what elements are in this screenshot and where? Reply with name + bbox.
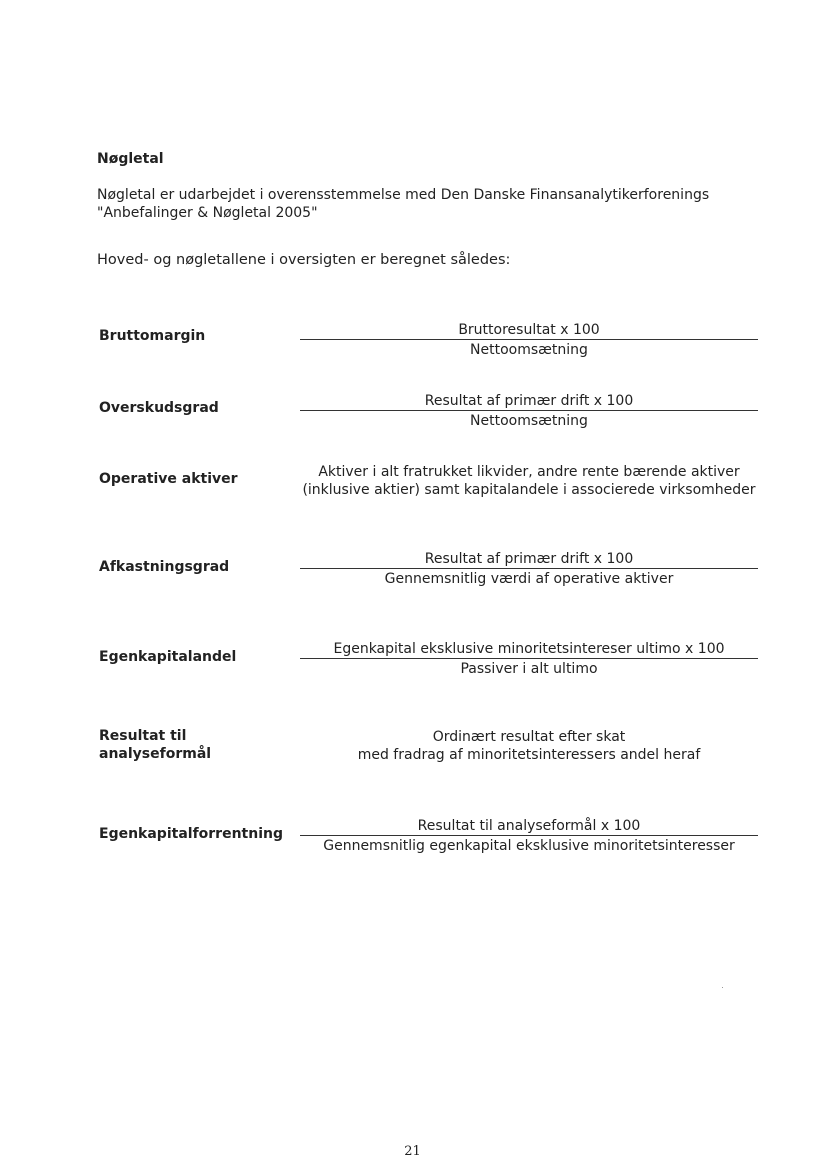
formula-afkastningsgrad bbox=[300, 550, 758, 588]
fraction-line bbox=[300, 835, 758, 836]
intro-line-2: "Anbefalinger & Nøgletal 2005" bbox=[97, 205, 318, 221]
label-egenkapitalandel: Egenkapitalandel bbox=[99, 649, 237, 665]
definition-line-1: Aktiver i alt fratrukket likvider, andre rente bærende aktiver bbox=[318, 464, 740, 480]
formula-egenkapitalforrentning bbox=[300, 817, 758, 855]
definition-line-2: med fradrag af minoritetsinteressers andel heraf bbox=[357, 747, 701, 763]
denominator: Gennemsnitlig egenkapital eksklusive minoritetsinteresser bbox=[323, 838, 735, 854]
denominator: Nettoomsætning bbox=[470, 413, 588, 429]
label-operative-aktiver: Operative aktiver bbox=[99, 471, 238, 487]
label-overskudsgrad: Overskudsgrad bbox=[99, 400, 219, 416]
formula-egenkapitalandel bbox=[300, 640, 758, 678]
label-line-1: Resultat til bbox=[99, 728, 187, 744]
definition-line-1: Ordinært resultat efter skat bbox=[432, 729, 626, 745]
definition-resultat-til-analyseformaal bbox=[300, 728, 758, 764]
lead-sentence: Hoved- og nøgletallene i oversigten er beregnet således: bbox=[97, 252, 511, 268]
intro-line-1: Nøgletal er udarbejdet i overensstemmelse med Den Danske Finansanalytikerforenings bbox=[97, 187, 710, 203]
label-afkastningsgrad: Afkastningsgrad bbox=[99, 559, 230, 575]
denominator: Gennemsnitlig værdi af operative aktiver bbox=[384, 571, 674, 587]
fraction-line bbox=[300, 658, 758, 659]
numerator: Resultat til analyseformål x 100 bbox=[417, 818, 641, 834]
denominator: Passiver i alt ultimo bbox=[460, 661, 598, 677]
label-egenkapitalforrentning: Egenkapitalforrentning bbox=[99, 826, 283, 842]
definition-line-2: (inklusive aktier) samt kapitalandele i associerede virksomheder bbox=[302, 482, 756, 498]
formula-bruttomargin bbox=[300, 321, 758, 359]
numerator: Bruttoresultat x 100 bbox=[458, 322, 600, 338]
fraction-line bbox=[300, 568, 758, 569]
label-line-2: analyseformål bbox=[99, 746, 212, 762]
denominator: Nettoomsætning bbox=[470, 342, 588, 358]
fraction-line bbox=[300, 339, 758, 340]
page-heading: Nøgletal bbox=[97, 151, 164, 167]
label-bruttomargin: Bruttomargin bbox=[99, 328, 206, 344]
numerator: Egenkapital eksklusive minoritetsintereser ultimo x 100 bbox=[333, 641, 725, 657]
numerator: Resultat af primær drift x 100 bbox=[424, 393, 634, 409]
label-resultat-til-analyseformaal bbox=[99, 727, 211, 763]
numerator: Resultat af primær drift x 100 bbox=[424, 551, 634, 567]
definition-operative-aktiver bbox=[300, 463, 758, 499]
scan-speck bbox=[722, 987, 723, 988]
page-number: 21 bbox=[404, 1144, 421, 1159]
formula-overskudsgrad bbox=[300, 392, 758, 430]
intro-paragraph bbox=[97, 186, 709, 222]
fraction-line bbox=[300, 410, 758, 411]
